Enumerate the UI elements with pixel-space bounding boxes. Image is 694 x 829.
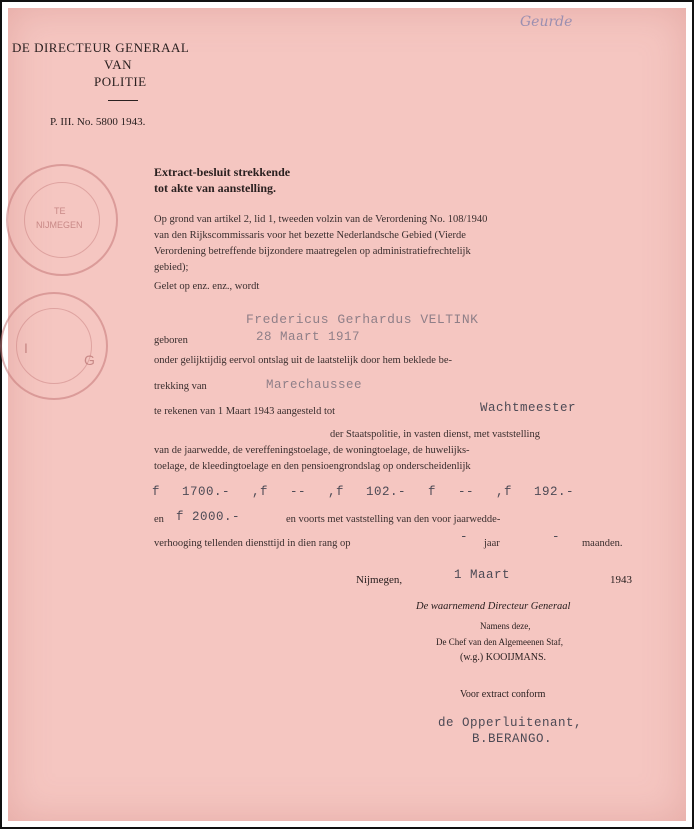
previous-office: Marechaussee [266,378,363,392]
document-title-line-2: tot akte van aanstelling. [154,181,277,195]
header-rule [108,100,138,101]
header-line-2: VAN [104,57,132,72]
document-page [8,8,686,821]
officer-name: B.BERANGO. [472,732,553,746]
para-line-1: Op grond van artikel 2, lid 1, tweeden volzin van de Verordening No. 108/1940 [154,214,488,225]
namens-deze: Namens deze, [480,621,531,631]
para-line-2: van den Rijkscommissaris voor het bezette Nederlandsche Gebied (Vierde [154,230,466,241]
months-value: - [552,530,561,544]
appointee-name: Fredericus Gerhardus VELTINK [246,312,479,327]
new-rank: Wachtmeester [480,401,577,415]
signatory-role: De waarnemend Directeur Generaal [416,601,571,612]
header-line-1: DE DIRECTEUR GENERAAL [12,40,190,55]
official-stamp-top: TE NIJMEGEN [6,164,118,276]
reference-number: P. III. No. 5800 1943. [50,116,146,128]
months-label: maanden. [582,538,623,549]
officer-rank: de Opperluitenant, [438,716,583,730]
pension-amount: f 2000.- [176,510,241,524]
date: 1 Maart [454,568,511,582]
official-stamp-bottom: I G [0,292,108,400]
voorts-line-1: en voorts met vaststelling van den voor jaarwedde- [286,514,501,525]
chief-of-staff: De Chef van den Algemeenen Staf, [436,637,563,647]
pencil-note: Geurde [520,14,573,30]
place: Nijmegen, [356,574,403,586]
years-value: - [460,530,469,544]
police-line-3: toelage, de kleedingtoelage en den pensioengrondslag op onderscheidenlijk [154,461,471,472]
document-title-line-1: Extract-besluit strekkende [154,165,291,179]
para-line-4: gebied); [154,262,189,273]
years-label: jaar [484,538,500,549]
discharge-text: onder gelijktijdig eervol ontslag uit de laatstelijk door hem beklede be- [154,355,452,366]
header-line-3: POLITIE [94,74,147,89]
from-text: te rekenen van 1 Maart 1943 aangesteld tot [154,406,336,417]
police-line-1: der Staatspolitie, in vasten dienst, met vaststelling [330,429,540,440]
signed-name: (w.g.) KOOIJMANS. [460,652,547,663]
voorts-line-2: verhooging tellenden diensttijd in dien rang op [154,538,351,549]
year: 1943 [610,574,632,586]
en-label: en [154,514,164,525]
born-date: 28 Maart 1917 [256,330,361,344]
extract-conform: Voor extract conform [460,689,546,700]
para-line-5: Gelet op enz. enz., wordt [154,281,260,292]
salary-amounts: f 1700.- ,f -- ,f 102.- f -- ,f 192.- [152,485,575,499]
born-label: geboren [154,335,188,346]
para-line-3: Verordening betreffende bijzondere maatregelen op administratiefrechtelijk [154,246,471,257]
office-label: trekking van [154,381,207,392]
police-line-2: van de jaarwedde, de vereffeningstoelage, de woningtoelage, de huwelijks- [154,445,470,456]
